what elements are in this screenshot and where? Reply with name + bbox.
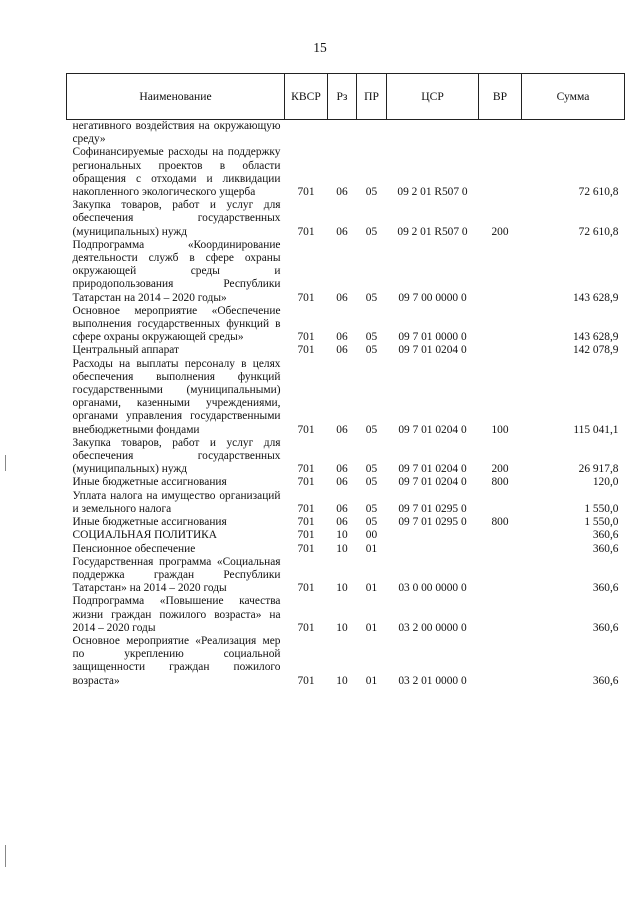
cell-pr: 05 <box>365 476 378 489</box>
margin-mark <box>5 455 6 471</box>
cell-sum: 360,6 <box>592 582 619 595</box>
cell-csr: 09 7 00 0000 0 <box>398 291 467 304</box>
cell-kvsr: 701 <box>297 476 315 489</box>
cell-kvsr: 701 <box>297 621 315 634</box>
cell-name: негативного воздействия на окружающую среду» <box>72 120 281 146</box>
header-vr: ВР <box>479 74 522 120</box>
cell-csr: 09 7 01 0295 0 <box>398 502 467 515</box>
cell-sum: 72 610,8 <box>578 186 619 199</box>
header-sum: Сумма <box>522 74 625 120</box>
cell-rz: 06 <box>336 476 348 489</box>
cell-rz: 10 <box>336 529 348 542</box>
cell-pr: 01 <box>365 621 378 634</box>
cell-kvsr: 701 <box>297 582 315 595</box>
header-kvsr: КВСР <box>285 74 328 120</box>
cell-name: Основное мероприятие «Обеспечение выполнения государственных функций в сфере охраны окружающей среды» <box>72 304 281 344</box>
cell-vr: 200 <box>491 463 509 476</box>
page-number: 15 <box>313 40 327 55</box>
cell-vr <box>479 120 522 147</box>
cell-kvsr <box>285 120 328 147</box>
cell-name: Софинансируемые расходы на поддержку региональных проектов в области обращения с отходами и ликвидации накопленного экологического ущерба <box>72 146 281 199</box>
cell-sum: 72 610,8 <box>578 225 619 238</box>
cell-csr: 09 2 01 R507 0 <box>397 186 468 199</box>
cell-vr <box>479 595 522 635</box>
table-row <box>67 543 625 556</box>
cell-csr <box>387 529 479 542</box>
cell-kvsr: 701 <box>297 225 315 238</box>
cell-vr <box>479 146 522 199</box>
cell-kvsr: 701 <box>297 344 315 357</box>
table-header <box>67 74 625 120</box>
table-row <box>67 476 625 489</box>
table-row <box>67 120 625 147</box>
cell-pr: 01 <box>365 542 378 555</box>
cell-csr: 09 7 01 0204 0 <box>398 423 467 436</box>
cell-pr: 01 <box>365 674 378 687</box>
table-row <box>67 344 625 357</box>
cell-vr <box>479 239 522 305</box>
cell-vr <box>479 635 522 688</box>
cell-pr <box>357 120 387 147</box>
cell-kvsr: 701 <box>297 186 315 199</box>
cell-name: Закупка товаров, работ и услуг для обеспечения государственных (муниципальных) нужд <box>72 199 281 238</box>
cell-rz <box>328 120 357 147</box>
cell-pr: 05 <box>365 423 378 436</box>
cell-vr: 100 <box>491 423 509 436</box>
table-row <box>67 437 625 477</box>
table-body <box>67 120 625 688</box>
cell-vr: 800 <box>491 516 509 529</box>
cell-csr: 03 2 01 0000 0 <box>398 674 467 687</box>
cell-kvsr: 701 <box>297 331 315 344</box>
cell-sum: 360,6 <box>592 621 619 634</box>
cell-pr: 01 <box>365 582 378 595</box>
cell-sum: 115 041,1 <box>573 423 619 436</box>
cell-pr: 05 <box>365 344 378 357</box>
cell-rz: 10 <box>336 674 348 687</box>
cell-pr: 05 <box>365 186 378 199</box>
cell-name: Закупка товаров, работ и услуг для обеспечения государственных (муниципальных) нужд <box>72 436 281 476</box>
cell-kvsr: 701 <box>297 529 315 542</box>
cell-sum: 142 078,9 <box>572 344 619 357</box>
cell-sum: 143 628,9 <box>572 331 619 344</box>
cell-vr <box>479 344 522 357</box>
cell-vr <box>479 556 522 596</box>
cell-name: Основное мероприятие «Реализация мер по укреплению социальной защищенности граждан пожилого возраста» <box>72 634 281 687</box>
cell-sum: 143 628,9 <box>572 291 619 304</box>
cell-name: Расходы на выплаты персоналу в целях обеспечения выполнения функций государственными (муниципальными) органами, казенными учреждениями, органами управления государственными внебюджетными фондами <box>72 357 281 436</box>
cell-vr: 800 <box>491 476 509 489</box>
cell-rz: 06 <box>336 423 348 436</box>
cell-kvsr: 701 <box>297 463 315 476</box>
cell-rz: 10 <box>336 621 348 634</box>
cell-pr: 05 <box>365 331 378 344</box>
margin-mark <box>5 845 6 867</box>
cell-pr: 05 <box>365 502 378 515</box>
budget-table <box>66 73 625 688</box>
cell-name: Пенсионное обеспечение <box>72 542 196 555</box>
cell-name: Центральный аппарат <box>72 344 180 357</box>
cell-name: Иные бюджетные ассигнования <box>72 476 227 489</box>
header-name: Наименование <box>67 74 285 120</box>
cell-vr <box>479 543 522 556</box>
table-row <box>67 595 625 635</box>
table-row <box>67 635 625 688</box>
table-row <box>67 529 625 542</box>
cell-sum: 26 917,8 <box>578 463 619 476</box>
header-pr: ПР <box>357 74 387 120</box>
cell-kvsr: 701 <box>297 674 315 687</box>
cell-rz: 06 <box>336 186 348 199</box>
cell-name: Подпрограмма «Координирование деятельности служб в сфере охраны окружающей среды и природопользования Республики Татарстан на 2014 – 2020 годы» <box>72 238 281 304</box>
cell-name: СОЦИАЛЬНАЯ ПОЛИТИКА <box>72 529 218 542</box>
cell-sum: 360,6 <box>592 542 619 555</box>
header-rz: Рз <box>328 74 357 120</box>
cell-csr: 09 7 01 0204 0 <box>398 344 467 357</box>
cell-rz: 06 <box>336 502 348 515</box>
cell-pr: 05 <box>365 225 378 238</box>
cell-name: Уплата налога на имущество организаций и земельного налога <box>72 489 281 515</box>
cell-rz: 06 <box>336 463 348 476</box>
cell-csr: 03 0 00 0000 0 <box>398 582 467 595</box>
cell-sum: 1 550,0 <box>584 502 619 515</box>
cell-name: Государственная программа «Социальная поддержка граждан Республики Татарстан» на 2014 – 2020 годы <box>72 555 281 595</box>
cell-kvsr: 701 <box>297 423 315 436</box>
cell-sum: 360,6 <box>592 529 619 542</box>
table-row <box>67 516 625 529</box>
cell-pr: 00 <box>365 529 378 542</box>
cell-csr <box>387 120 479 147</box>
cell-kvsr: 701 <box>297 502 315 515</box>
cell-rz: 10 <box>336 582 348 595</box>
table-row <box>67 199 625 239</box>
table-row <box>67 556 625 596</box>
cell-csr: 09 7 01 0295 0 <box>398 516 467 529</box>
cell-csr: 09 2 01 R507 0 <box>397 225 468 238</box>
cell-csr: 09 7 01 0204 0 <box>398 476 467 489</box>
cell-sum: 120,0 <box>592 476 619 489</box>
cell-csr: 03 2 00 0000 0 <box>398 621 467 634</box>
cell-kvsr: 701 <box>297 291 315 304</box>
cell-rz: 06 <box>336 344 348 357</box>
cell-csr <box>387 543 479 556</box>
cell-vr <box>479 490 522 516</box>
table-row <box>67 305 625 345</box>
cell-rz: 06 <box>336 291 348 304</box>
cell-vr: 200 <box>491 225 509 238</box>
table-row <box>67 490 625 516</box>
cell-name: Подпрограмма «Повышение качества жизни граждан пожилого возраста» на 2014 – 2020 годы <box>72 595 281 634</box>
cell-rz: 06 <box>336 516 348 529</box>
cell-pr: 05 <box>365 291 378 304</box>
header-csr: ЦСР <box>387 74 479 120</box>
cell-vr <box>479 305 522 345</box>
cell-sum: 1 550,0 <box>584 516 619 529</box>
cell-name: Иные бюджетные ассигнования <box>72 516 227 529</box>
cell-rz: 10 <box>336 542 348 555</box>
cell-csr: 09 7 01 0204 0 <box>398 463 467 476</box>
cell-csr: 09 7 01 0000 0 <box>398 331 467 344</box>
table-row <box>67 358 625 437</box>
cell-sum: 360,6 <box>592 674 619 687</box>
cell-vr <box>479 529 522 542</box>
cell-rz: 06 <box>336 225 348 238</box>
cell-sum <box>522 120 625 147</box>
table-row <box>67 239 625 305</box>
cell-kvsr: 701 <box>297 542 315 555</box>
cell-pr: 05 <box>365 463 378 476</box>
table-row <box>67 146 625 199</box>
cell-kvsr: 701 <box>297 516 315 529</box>
cell-rz: 06 <box>336 331 348 344</box>
cell-pr: 05 <box>365 516 378 529</box>
